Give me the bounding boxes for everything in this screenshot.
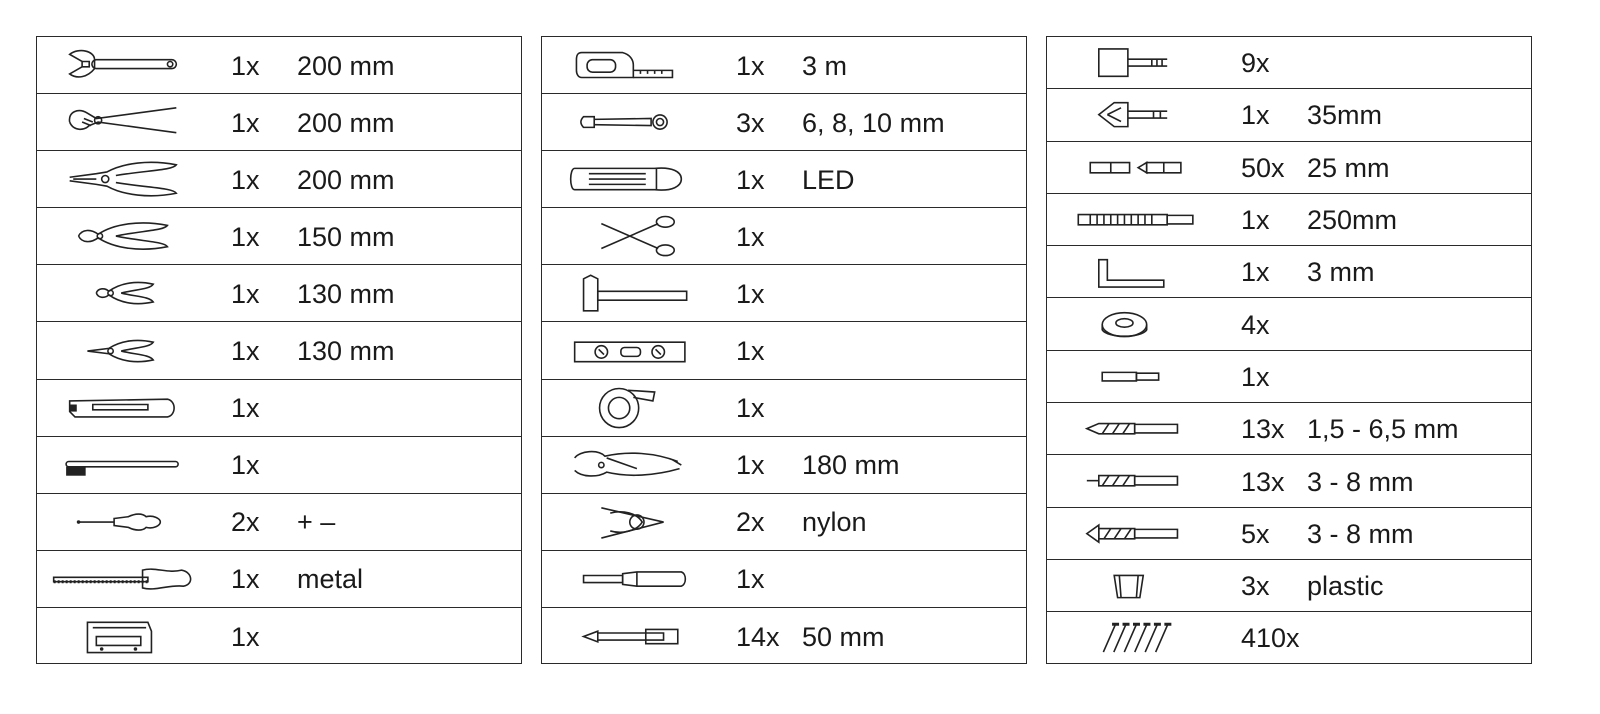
table-row (1047, 194, 1531, 246)
tape-measure-icon (548, 37, 708, 93)
utility-knife-icon (43, 380, 203, 436)
quantity-label: 1x (1241, 257, 1270, 288)
tool-list-column-1 (36, 36, 522, 664)
table-row (542, 494, 1026, 551)
screwdriver-bits-icon (1053, 142, 1213, 193)
quantity-label: 1x (1241, 361, 1270, 392)
tool-list-column-2 (541, 36, 1027, 664)
adjustable-wrench-icon (43, 37, 203, 93)
quantity-label: 5x (1241, 518, 1270, 549)
spec-label: 130 mm (297, 336, 395, 367)
table-row (37, 265, 521, 322)
quantity-label: 1x (1241, 205, 1270, 236)
table-row (1047, 560, 1531, 612)
quantity-label: 1x (736, 278, 765, 309)
quantity-label: 1x (231, 336, 260, 367)
spec-label: 3 m (802, 50, 848, 81)
quantity-label: 1x (231, 621, 260, 652)
table-row (542, 208, 1026, 265)
bit-screwdriver-icon (548, 551, 708, 607)
combination-wrench-icon (548, 94, 708, 150)
table-row (1047, 89, 1531, 141)
table-row (1047, 612, 1531, 664)
quantity-label: 1x (231, 107, 260, 138)
locking-pliers-icon (548, 437, 708, 493)
quantity-label: 1x (736, 221, 765, 252)
staple-gun-icon (43, 608, 203, 665)
quantity-label: 3x (1241, 571, 1270, 602)
spring-clamp-icon (548, 494, 708, 550)
hammer-icon (548, 265, 708, 321)
scissors-icon (548, 208, 708, 264)
quantity-label: 1x (1241, 100, 1270, 131)
spirit-level-icon (548, 323, 708, 379)
screwdriver-icon (43, 494, 203, 550)
table-row (542, 437, 1026, 494)
table-row (542, 151, 1026, 208)
spec-label: + – (297, 507, 336, 538)
table-row (1047, 142, 1531, 194)
quantity-label: 1x (231, 278, 260, 309)
quantity-label: 3x (736, 107, 765, 138)
countersink-icon (1053, 89, 1213, 140)
wire-brush-icon (43, 437, 203, 493)
spec-label: 180 mm (802, 450, 900, 481)
quantity-label: 1x (231, 50, 260, 81)
quantity-label: 1x (736, 50, 765, 81)
socket-adapter-icon (1053, 37, 1213, 88)
spec-label: plastic (1307, 571, 1384, 602)
table-row (542, 608, 1026, 665)
wood-drill-bit-icon (1053, 455, 1213, 506)
quantity-label: 14x (736, 621, 780, 652)
table-row (37, 608, 521, 665)
quantity-label: 1x (736, 336, 765, 367)
spec-label: 6, 8, 10 mm (802, 107, 945, 138)
quantity-label: 1x (231, 393, 260, 424)
needle-nose-pliers-icon (43, 323, 203, 379)
quantity-label: 13x (1241, 466, 1285, 497)
table-row (1047, 299, 1531, 351)
table-row (1047, 246, 1531, 298)
bit-holder-icon (1053, 351, 1213, 402)
spec-label: 150 mm (297, 221, 395, 252)
quantity-label: 2x (231, 507, 260, 538)
table-row (542, 323, 1026, 380)
spec-label: nylon (802, 507, 867, 538)
wall-plug-icon (1053, 560, 1213, 611)
spec-label: 250mm (1307, 205, 1398, 236)
quantity-label: 410x (1241, 623, 1300, 654)
table-row (542, 94, 1026, 151)
side-cutter-pliers-icon (43, 208, 203, 264)
table-row (542, 37, 1026, 94)
spec-label: 200 mm (297, 107, 395, 138)
table-row (542, 551, 1026, 608)
spec-label: 50 mm (802, 621, 885, 652)
quantity-label: 50x (1241, 152, 1285, 183)
table-row (37, 208, 521, 265)
table-row (1047, 508, 1531, 560)
spec-label: 200 mm (297, 50, 395, 81)
table-row (37, 151, 521, 208)
water-pump-pliers-icon (43, 94, 203, 150)
tool-list-column-3 (1046, 36, 1532, 664)
quantity-label: 9x (1241, 48, 1270, 79)
quantity-label: 1x (231, 221, 260, 252)
quantity-label: 1x (231, 564, 260, 595)
ring-magnetizer-icon (1053, 299, 1213, 350)
spec-label: 200 mm (297, 164, 395, 195)
spec-label: 35mm (1307, 100, 1383, 131)
quantity-label: 1x (736, 393, 765, 424)
quantity-label: 1x (736, 564, 765, 595)
table-row (37, 494, 521, 551)
masonry-drill-bit-icon (1053, 508, 1213, 559)
quantity-label: 1x (231, 450, 260, 481)
flexible-shaft-icon (1053, 194, 1213, 245)
table-row (1047, 455, 1531, 507)
table-row (1047, 351, 1531, 403)
quantity-label: 13x (1241, 414, 1285, 445)
quantity-label: 2x (736, 507, 765, 538)
table-row (37, 380, 521, 437)
hand-saw-icon (43, 551, 203, 607)
quantity-label: 4x (1241, 309, 1270, 340)
spec-label: 3 mm (1307, 257, 1375, 288)
table-row (1047, 37, 1531, 89)
table-row (37, 323, 521, 380)
hex-key-icon (1053, 246, 1213, 297)
table-row (542, 265, 1026, 322)
small-pliers-icon (43, 265, 203, 321)
spec-label: 1,5 - 6,5 mm (1307, 414, 1459, 445)
metal-drill-bit-icon (1053, 403, 1213, 454)
table-row (37, 37, 521, 94)
spec-label: LED (802, 164, 855, 195)
table-row (37, 94, 521, 151)
spec-label: 25 mm (1307, 152, 1390, 183)
nails-icon (1053, 612, 1213, 664)
table-row (542, 380, 1026, 437)
quantity-label: 1x (231, 164, 260, 195)
spec-label: metal (297, 564, 364, 595)
quantity-label: 1x (736, 164, 765, 195)
quantity-label: 1x (736, 450, 765, 481)
spec-label: 130 mm (297, 278, 395, 309)
long-bit-icon (548, 608, 708, 665)
spec-label: 3 - 8 mm (1307, 518, 1414, 549)
combination-pliers-icon (43, 151, 203, 207)
flashlight-icon (548, 151, 708, 207)
table-row (1047, 403, 1531, 455)
insulating-tape-icon (548, 380, 708, 436)
table-row (37, 437, 521, 494)
spec-label: 3 - 8 mm (1307, 466, 1414, 497)
table-row (37, 551, 521, 608)
